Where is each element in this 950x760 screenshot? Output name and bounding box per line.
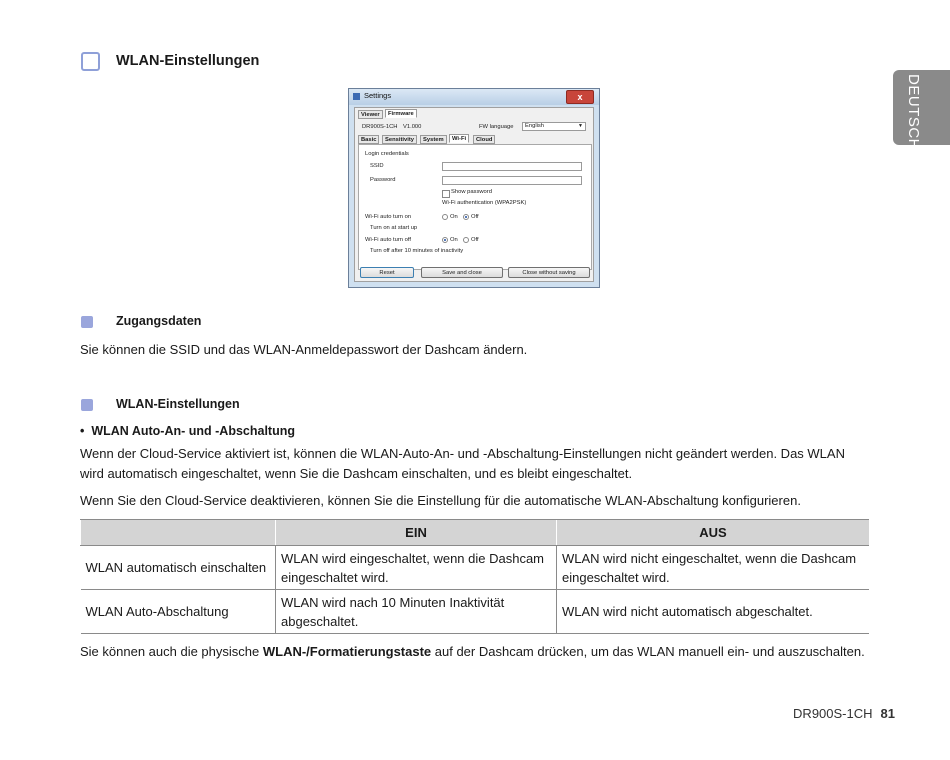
section-marker-icon — [81, 316, 93, 328]
auto-on-label: Wi-Fi auto turn on — [365, 214, 412, 220]
auto-off-label: Wi-Fi auto turn off — [365, 237, 411, 243]
table-cell: WLAN Auto-Abschaltung — [81, 590, 276, 634]
wlan-title: WLAN-Einstellungen — [116, 397, 240, 411]
zugang-text: Sie können die SSID und das WLAN-Anmeldepasswort der Dashcam ändern. — [80, 342, 528, 357]
zugang-title: Zugangsdaten — [116, 314, 202, 328]
tab-wifi[interactable]: Wi-Fi — [449, 134, 469, 143]
page-number: 81 — [880, 706, 895, 721]
window-titlebar — [349, 89, 599, 105]
tab-system[interactable]: System — [420, 135, 447, 144]
app-icon — [353, 93, 360, 100]
auto-on-on-label: On — [450, 214, 458, 220]
tab-cloud[interactable]: Cloud — [473, 135, 495, 144]
final-bold: WLAN-/Formatierungstaste — [262, 644, 432, 659]
section-icon — [81, 52, 100, 71]
tab-firmware[interactable]: Firmware — [385, 109, 417, 118]
chevron-down-icon: ▼ — [578, 123, 583, 129]
auto-off-radio-off[interactable] — [463, 237, 469, 243]
page-title: WLAN-Einstellungen — [116, 53, 260, 69]
footer-model: DR900S-1CH — [793, 706, 873, 721]
table-header: EIN — [276, 520, 557, 546]
final-paragraph — [80, 642, 870, 662]
version: V1.000 — [403, 124, 422, 130]
section-marker-icon — [81, 399, 93, 411]
table-cell: WLAN wird eingeschaltet, wenn die Dashcam eingeschaltet wird. — [276, 546, 557, 590]
tab-viewer[interactable]: Viewer — [358, 110, 383, 119]
close-button[interactable]: x — [566, 90, 594, 104]
language-tab-label: DEUTSCH — [905, 74, 922, 151]
auto-on-off-label: Off — [471, 214, 479, 220]
bullet-item — [80, 424, 295, 438]
ssid-label: SSID — [370, 163, 384, 169]
password-input[interactable] — [442, 176, 582, 185]
table-cell: WLAN wird nicht automatisch abgeschaltet. — [557, 590, 870, 634]
table-row — [81, 546, 870, 590]
language-tab — [893, 70, 950, 151]
auto-on-radio-off[interactable] — [463, 214, 469, 220]
fw-language-value: English — [525, 123, 545, 129]
save-close-button[interactable]: Save and close — [421, 267, 503, 278]
auto-on-radio-on[interactable] — [442, 214, 448, 220]
model-name: DR900S-1CH — [362, 124, 398, 130]
login-credentials-label: Login credentials — [365, 151, 409, 157]
table-cell: WLAN automatisch einschalten — [81, 546, 276, 590]
bullet-text: WLAN Auto-An- und -Abschaltung — [91, 424, 295, 438]
close-without-saving-button[interactable]: Close without saving — [508, 267, 590, 278]
show-password-label: Show password — [451, 189, 492, 195]
bullet-icon: • — [80, 424, 92, 438]
auth-label: Wi-Fi authentication (WPA2PSK) — [442, 200, 527, 206]
table-header-row — [81, 520, 870, 546]
window-title: Settings — [364, 91, 392, 100]
auto-off-off-label: Off — [471, 237, 479, 243]
table-cell: WLAN wird nicht eingeschaltet, wenn die Dashcam eingeschaltet wird. — [557, 546, 870, 590]
final-pre: Sie können auch die physische — [80, 644, 263, 659]
settings-body — [354, 107, 594, 282]
final-post: auf der Dashcam drücken, um das WLAN manuell ein- und auszuschalten. — [431, 644, 865, 659]
tab-basic[interactable]: Basic — [358, 135, 379, 144]
wlan-table — [80, 519, 869, 634]
password-label: Password — [370, 177, 396, 183]
auto-off-on-label: On — [450, 237, 458, 243]
tab-sensitivity[interactable]: Sensitivity — [382, 135, 417, 144]
settings-window — [348, 88, 600, 288]
auto-off-desc: Turn off after 10 minutes of inactivity — [370, 248, 464, 254]
auto-on-desc: Turn on at start up — [370, 225, 418, 231]
table-row — [81, 590, 870, 634]
table-header — [81, 520, 276, 546]
fw-language-label: FW language — [479, 124, 514, 130]
auto-off-radio-on[interactable] — [442, 237, 448, 243]
show-password-checkbox[interactable] — [442, 190, 450, 198]
table-cell: WLAN wird nach 10 Minuten Inaktivität abgeschaltet. — [276, 590, 557, 634]
fw-language-select[interactable] — [522, 122, 586, 131]
wlan-para-2: Wenn Sie den Cloud-Service deaktivieren, können Sie die Einstellung für die automatische WLAN-Abschaltung konfigurieren. — [80, 493, 801, 508]
wlan-para-1: Wenn der Cloud-Service aktiviert ist, können die WLAN-Auto-An- und -Abschaltung-Einstellungen nicht geändert werden. Das WLAN wird automatisch eingeschaltet, wenn Sie die Dashcam einschalten, und es bleibt eingeschaltet. — [80, 446, 845, 481]
ssid-input[interactable] — [442, 162, 582, 171]
page-footer — [793, 706, 895, 721]
table-header: AUS — [557, 520, 870, 546]
reset-button[interactable]: Reset — [360, 267, 414, 278]
